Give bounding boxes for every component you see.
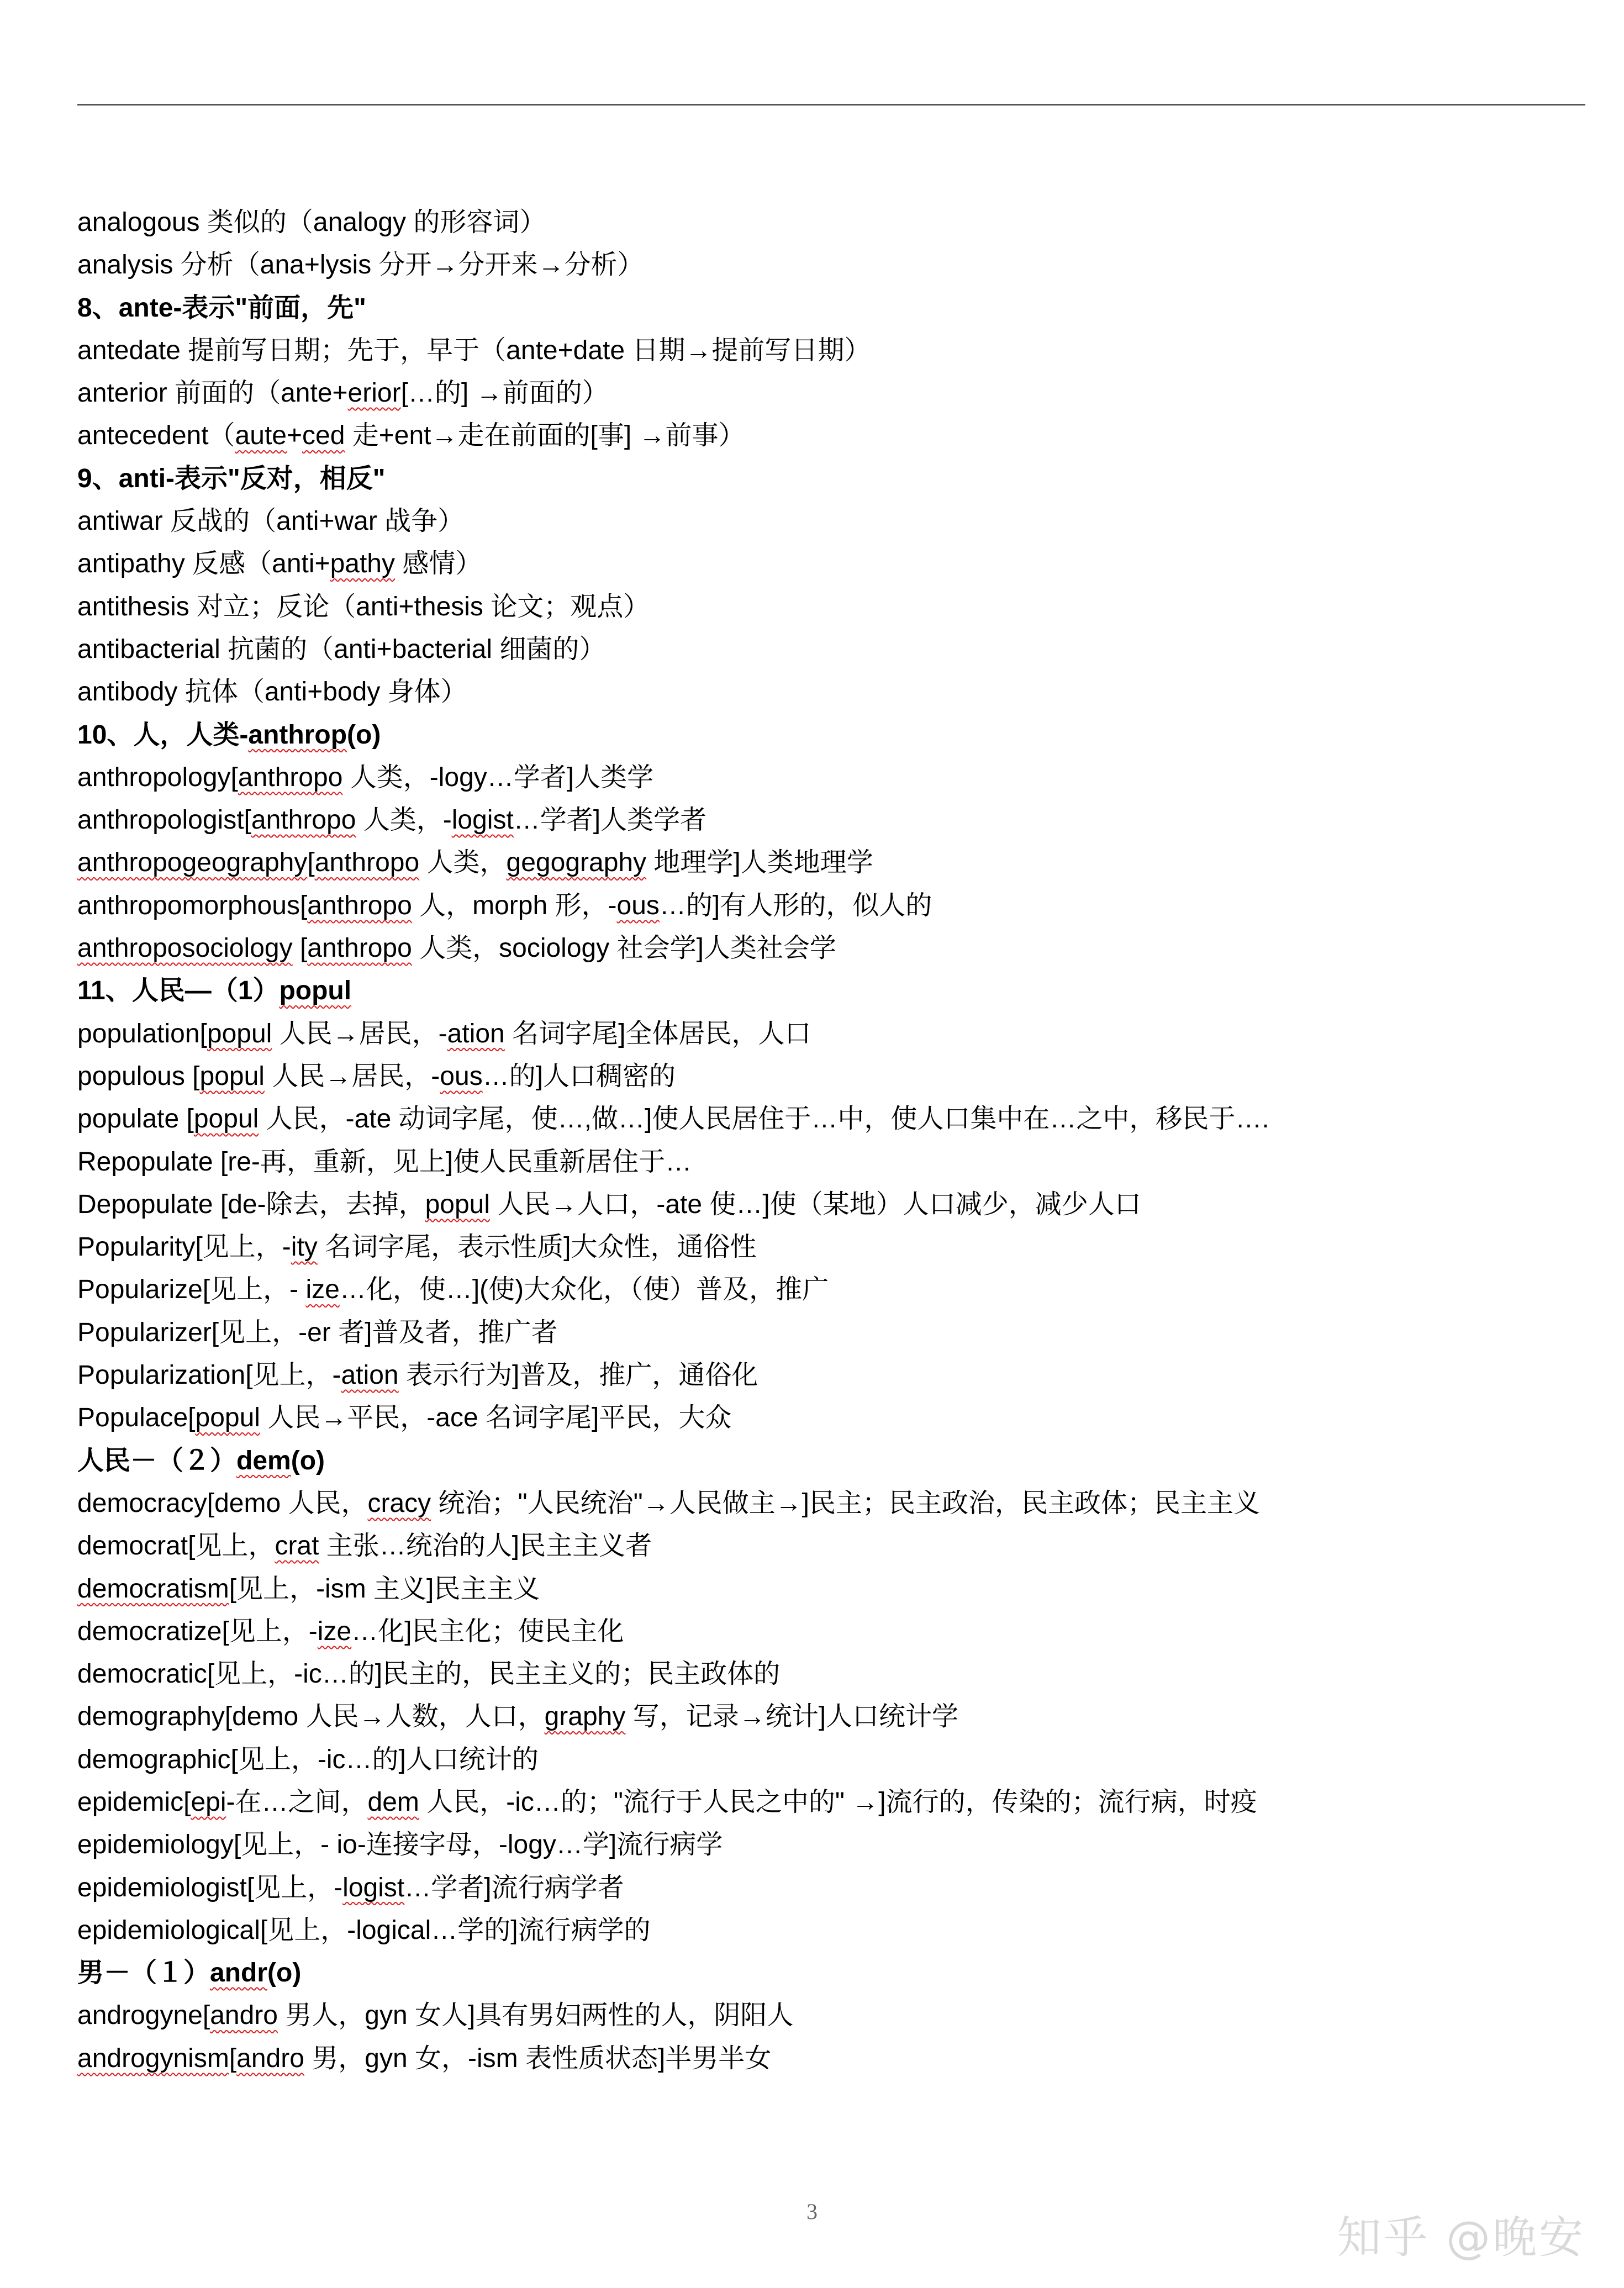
word-entry [77,1141,1569,1183]
underlined-root: anthropo [307,934,412,963]
entry-text: democracy[demo 人民， [77,1488,368,1518]
underlined-root: dem [236,1446,291,1475]
entry-text: populous [ [77,1061,200,1091]
underlined-root: anthropogeography [77,848,308,878]
underlined-root: epi [191,1787,226,1817]
document-body [77,201,1569,2080]
underlined-root: popul [195,1403,260,1433]
entry-text: 人民，-ic…的；"流行于人民之中的" →]流行的，传染的；流行病，时疫 [419,1787,1257,1817]
section-heading [77,969,1569,1012]
entry-text: epidemic[ [77,1787,191,1817]
underlined-root: anthropo [251,805,356,835]
word-entry [77,1055,1569,1098]
entry-text: 人，morph 形，- [412,890,617,920]
word-entry [77,414,1569,457]
watermark: 知乎 @晚安 [1337,2212,1585,2263]
entry-text: …化，使…](使)大众化，（使）普及，推广 [339,1275,829,1305]
entry-text: 10、人，人类- [77,720,249,750]
word-entry [77,1482,1569,1525]
entry-text: [ [292,934,308,963]
entry-text: 人类，-logy…学者]人类学 [342,762,654,792]
entry-text: 主张…统治的人]民主主义者 [319,1531,652,1561]
entry-text: antibody 抗体（anti+body 身体） [77,677,467,707]
underlined-root: popul [425,1189,491,1219]
underlined-root: anthropo [307,890,412,920]
entry-text: Popularize[见上，- [77,1275,306,1305]
word-entry [77,1909,1569,1952]
word-entry [77,329,1569,372]
entry-text: …的]人口稠密的 [482,1061,676,1091]
underlined-root: popul [193,1104,259,1134]
word-entry [77,1823,1569,1866]
entry-text: antithesis 对立；反论（anti+thesis 论文；观点） [77,592,650,621]
underlined-root: ced [302,421,345,451]
entry-text: -在…之间， [226,1787,368,1817]
entry-text: demographic[见上，-ic…的]人口统计的 [77,1744,539,1774]
underlined-root: dem [367,1787,419,1817]
entry-text: 人民→居民，- [272,1019,447,1048]
word-entry [77,1098,1569,1140]
underlined-root: ity [291,1232,318,1262]
entry-text: 人民→人口，-ate 使…]使（某地）人口减少，减少人口 [490,1189,1141,1219]
underlined-root: ize [305,1275,340,1305]
entry-text: 人民→平民，-ace 名词字尾]平民，大众 [260,1403,732,1433]
entry-text: Popularity[见上，- [77,1232,291,1262]
underlined-root: ize [317,1616,352,1646]
entry-text: Popularizer[见上，-er 者]普及者，推广者 [77,1317,558,1347]
entry-text: …化]民主化；使民主化 [351,1616,624,1646]
entry-text: …的]有人形的，似人的 [659,890,932,920]
entry-text: epidemiology[见上，- io-连接字母，-logy…学]流行病学 [77,1830,723,1860]
underlined-root: graphy [544,1702,626,1732]
entry-text: analogous 类似的（analogy 的形容词） [77,208,546,237]
word-entry [77,1183,1569,1226]
word-entry [77,201,1569,244]
entry-text: 男－（１） [77,1958,210,1988]
entry-text: 名词字尾]全体居民，人口 [504,1019,811,1048]
section-heading [77,457,1569,500]
entry-text: antecedent（ [77,421,235,451]
underlined-root: andro [236,2043,304,2073]
entry-text: …学者]流行病学者 [404,1873,624,1902]
word-entry [77,1013,1569,1055]
entry-text: democratic[见上，-ic…的]民主的，民主主义的；民主政体的 [77,1659,781,1689]
underlined-root: androgynism [77,2043,229,2073]
entry-text: anterior 前面的（ante+ [77,378,348,408]
entry-text: epidemiological[见上，-logical…学的]流行病学的 [77,1915,651,1945]
entry-text: 8、ante-表示"前面，先" [77,293,366,323]
word-entry [77,1653,1569,1695]
underlined-root: cracy [367,1488,431,1518]
entry-text: epidemiologist[见上，- [77,1873,343,1902]
entry-text: (o) [291,1446,325,1475]
underlined-root: crat [275,1531,319,1561]
entry-text: + [286,421,302,451]
word-entry [77,841,1569,884]
word-entry [77,756,1569,799]
word-entry [77,1867,1569,1909]
entry-text: …学者]人类学者 [513,805,707,835]
underlined-root: popul [207,1019,272,1048]
word-entry [77,1695,1569,1738]
word-entry [77,372,1569,414]
entry-text: Repopulate [re-再，重新，见上]使人民重新居住于… [77,1147,692,1177]
underlined-root: ous [440,1061,483,1091]
word-entry [77,884,1569,927]
underlined-root: ous [616,890,660,920]
entry-text: 人类，- [356,805,452,835]
underlined-root: gegography [506,848,647,878]
entry-text: Populace[ [77,1403,196,1433]
entry-text: 人民－（２） [77,1446,237,1475]
word-entry [77,1396,1569,1439]
underlined-root: andro [210,2001,278,2031]
underlined-root: erior [347,378,401,408]
header-rule [77,104,1585,106]
entry-text: 人民，-ate 动词字尾，使…,做…]使人民居住于…中，使人口集中在…之中，移民于…. [259,1104,1269,1134]
word-entry [77,1311,1569,1354]
entry-text: anthropology[ [77,762,238,792]
word-entry [77,1994,1569,2037]
entry-text: Popularization[见上，- [77,1361,341,1390]
underlined-root: ation [447,1019,505,1048]
word-entry [77,1738,1569,1781]
word-entry [77,927,1569,969]
word-entry [77,2037,1569,2080]
word-entry [77,244,1569,286]
underlined-root: ation [341,1361,399,1390]
entry-text: anthropologist[ [77,805,251,835]
entry-text: antibacterial 抗菌的（anti+bacterial 细菌的） [77,634,606,664]
underlined-root: popul [199,1061,265,1091]
word-entry [77,1781,1569,1823]
word-entry [77,586,1569,628]
word-entry [77,1568,1569,1610]
entry-text: democrat[见上， [77,1531,275,1561]
word-entry [77,500,1569,542]
entry-text: 感情） [395,549,482,579]
entry-text: 男，gyn 女，-ism 表性质状态]半男半女 [304,2043,772,2073]
entry-text: 男人，gyn 女人]具有男妇两性的人，阴阳人 [277,2001,794,2031]
entry-text: population[ [77,1019,207,1048]
entry-text: 9、anti-表示"反对，相反" [77,463,386,493]
entry-text: antedate 提前写日期；先于，早于（ante+date 日期→提前写日期） [77,335,871,365]
section-heading [77,287,1569,329]
underlined-root: anthrop [248,720,347,750]
entry-text: (o) [347,720,381,750]
underlined-root: andr [210,1958,268,1988]
underlined-root: anthropo [238,762,343,792]
entry-text: […的] →前面的） [400,378,609,408]
entry-text: [ [307,848,315,878]
entry-text: antipathy 反感（anti+ [77,549,330,579]
word-entry [77,628,1569,671]
entry-text: populate [ [77,1104,194,1134]
word-entry [77,1226,1569,1268]
word-entry [77,1525,1569,1567]
word-entry [77,542,1569,585]
entry-text: demography[demo 人民→人数，人口， [77,1702,545,1732]
entry-text: anthropomorphous[ [77,890,308,920]
underlined-root: popul [279,976,352,1006]
entry-text: democratize[见上，- [77,1616,318,1646]
entry-text: 名词字尾，表示性质]大众性，通俗性 [317,1232,757,1262]
entry-text: 统治；"人民统治"→人民做主→]民主；民主政治，民主政体；民主主义 [431,1488,1260,1518]
entry-text: androgyne[ [77,2001,210,2031]
word-entry [77,1268,1569,1311]
entry-text: 地理学]人类地理学 [646,848,873,878]
word-entry [77,1610,1569,1653]
section-heading [77,1440,1569,1482]
entry-text: 11、人民—（1） [77,976,280,1006]
entry-text: antiwar 反战的（anti+war 战争） [77,507,465,536]
entry-text: [见上，-ism 主义]民主主义 [229,1574,540,1604]
word-entry [77,799,1569,841]
underlined-root: pathy [330,549,395,579]
underlined-root: anthropo [314,848,420,878]
word-entry [77,671,1569,713]
entry-text: 表示行为]普及，推广，通俗化 [398,1361,758,1390]
entry-text: 人类，sociology 社会学]人类社会学 [412,934,836,963]
entry-text: (o) [267,1958,302,1988]
underlined-root: anthroposociology [77,934,293,963]
section-heading [77,1952,1569,1994]
underlined-root: logist [451,805,514,835]
word-entry [77,1354,1569,1396]
page-number: 3 [806,2199,818,2224]
entry-text: 写，记录→统计]人口统计学 [625,1702,959,1732]
entry-text: 走+ent→走在前面的[事] →前事） [345,421,745,451]
underlined-root: logist [342,1873,405,1902]
underlined-root: democratism [77,1574,229,1604]
entry-text: 人类， [419,848,507,878]
entry-text: Depopulate [de-除去，去掉， [77,1189,425,1219]
entry-text: 人民→居民，- [264,1061,440,1091]
underlined-root: aute [235,421,287,451]
entry-text: [ [229,2043,237,2073]
entry-text: analysis 分析（ana+lysis 分开→分开来→分析） [77,250,644,280]
section-heading [77,714,1569,756]
